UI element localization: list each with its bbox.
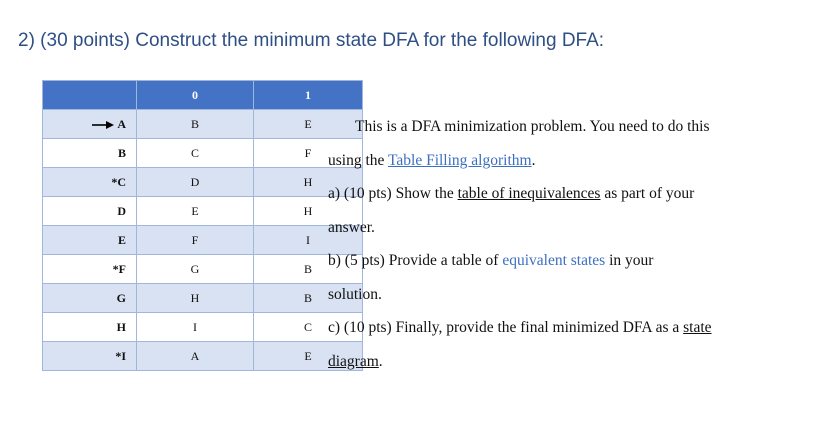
transition-on-1: F xyxy=(254,139,363,168)
table-row xyxy=(43,284,363,313)
state-cell: H xyxy=(43,313,137,342)
transition-on-0: H xyxy=(137,284,254,313)
transition-table xyxy=(42,80,363,371)
state-cell: A xyxy=(43,110,137,139)
state-cell: *C xyxy=(43,168,137,197)
instructions xyxy=(328,110,808,378)
state-term: state xyxy=(683,319,712,336)
table-row xyxy=(43,168,363,197)
instruction-line: solution. xyxy=(328,285,382,303)
transition-on-0: D xyxy=(137,168,254,197)
instruction-line: This is a DFA minimization problem. You need to do this xyxy=(355,118,710,135)
table-row xyxy=(43,110,363,139)
transition-on-0: G xyxy=(137,255,254,284)
table-header-row xyxy=(43,81,363,110)
table-row xyxy=(43,197,363,226)
transition-on-1: E xyxy=(254,110,363,139)
diagram-term: diagram xyxy=(328,352,379,370)
instruction-line: a) (10 pts) Show the table of inequivalences as part of your xyxy=(328,185,695,202)
instruction-line: diagram. xyxy=(328,352,383,370)
transition-on-1: B xyxy=(254,255,363,284)
table-row xyxy=(43,226,363,255)
question-title: 2) (30 points) Construct the minimum state DFA for the following DFA: xyxy=(18,30,605,51)
transition-on-0: C xyxy=(137,139,254,168)
inequivalence-term: table of inequivalences xyxy=(457,185,601,202)
header-input-0: 0 xyxy=(137,81,254,110)
table-row xyxy=(43,139,363,168)
transition-on-1: C xyxy=(254,313,363,342)
instruction-line: using the Table Filling algorithm. xyxy=(328,151,536,169)
transition-on-0: F xyxy=(137,226,254,255)
state-cell: E xyxy=(43,226,137,255)
transition-on-0: B xyxy=(137,110,254,139)
transition-on-0: I xyxy=(137,313,254,342)
instruction-line: answer. xyxy=(328,218,375,236)
transition-on-1: I xyxy=(254,226,363,255)
instruction-line: c) (10 pts) Finally, provide the final minimized DFA as a state xyxy=(328,319,712,336)
table-filling-link[interactable]: Table Filling algorithm xyxy=(388,151,532,169)
state-cell: D xyxy=(43,197,137,226)
state-cell: *I xyxy=(43,342,137,371)
transition-on-0: E xyxy=(137,197,254,226)
header-input-1: 1 xyxy=(254,81,363,110)
transition-on-1: H xyxy=(254,197,363,226)
table-row xyxy=(43,342,363,371)
transition-on-1: H xyxy=(254,168,363,197)
state-cell: B xyxy=(43,139,137,168)
header-state xyxy=(43,81,137,110)
table-row xyxy=(43,313,363,342)
instruction-line: b) (5 pts) Provide a table of equivalent states in your xyxy=(328,252,654,269)
equivalent-states-term: equivalent states xyxy=(502,252,606,269)
table-row xyxy=(43,255,363,284)
transition-on-1: B xyxy=(254,284,363,313)
start-arrow-icon xyxy=(92,120,114,130)
state-cell: G xyxy=(43,284,137,313)
transition-on-0: A xyxy=(137,342,254,371)
state-cell: *F xyxy=(43,255,137,284)
transition-on-1: E xyxy=(254,342,363,371)
